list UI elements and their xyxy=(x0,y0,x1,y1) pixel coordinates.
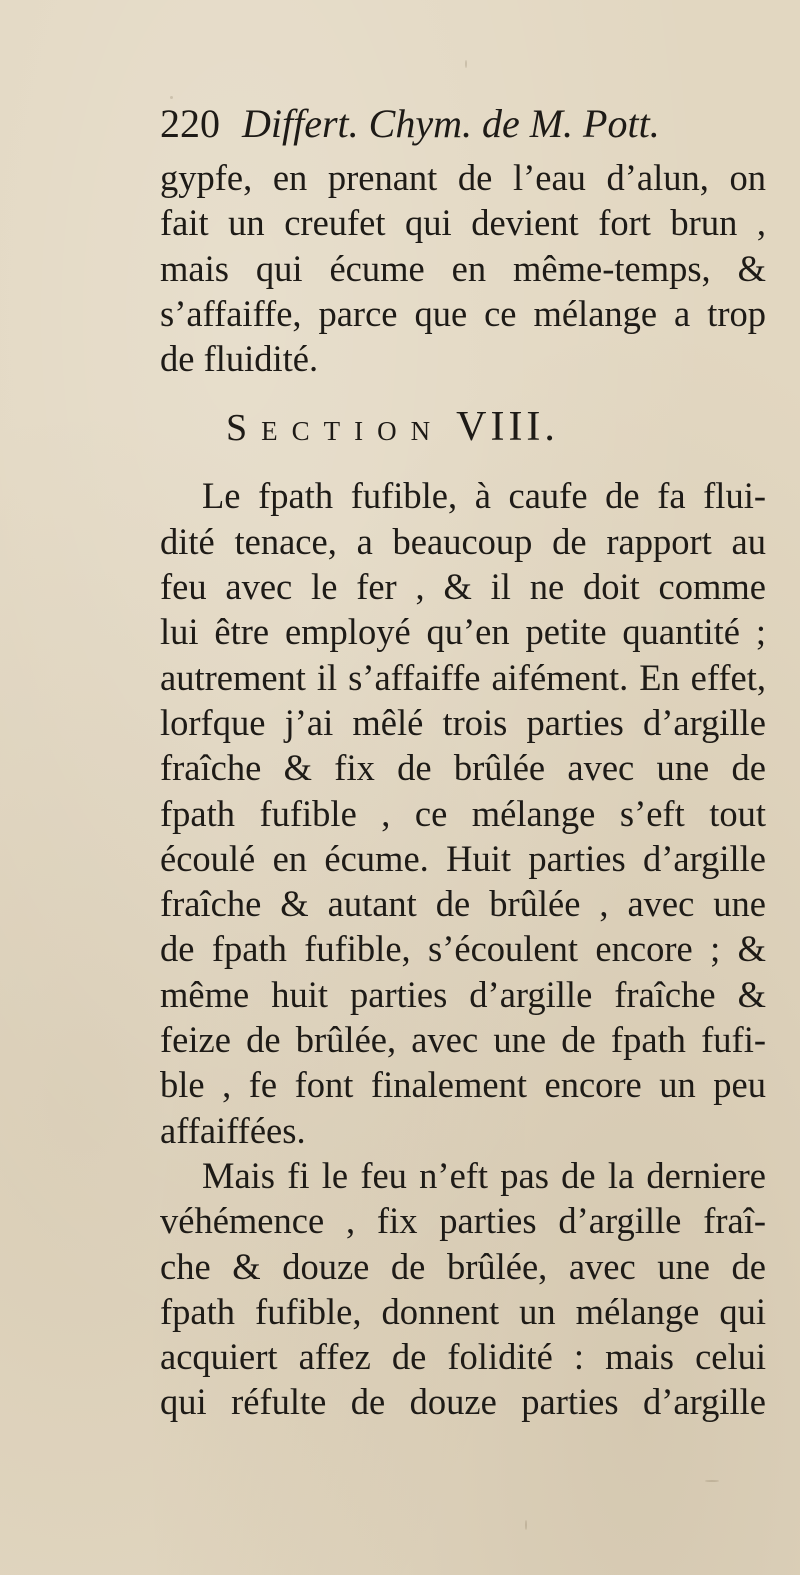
paragraph-3 xyxy=(160,1153,766,1425)
text-line: écoulé en écume. Huit parties d’argille xyxy=(160,837,766,879)
section-heading xyxy=(160,381,766,473)
text-line: qui réfulte de douze parties d’argille xyxy=(160,1381,766,1423)
text-line: fraîche & fix de brûlée avec une de xyxy=(160,747,766,789)
text-line: fpath fufible , ce mélange s’eft tout xyxy=(160,792,766,834)
text-line: acquiert affez de folidité : mais celui xyxy=(160,1336,766,1378)
text-line: mais qui écume en même-temps, & xyxy=(160,247,766,289)
text-line: feize de brûlée, avec une de fpath fufi- xyxy=(160,1019,766,1061)
text-line: fpath fufible, donnent un mélange qui xyxy=(160,1290,766,1332)
paper-blemish xyxy=(525,1520,527,1530)
text-line: lorfque j’ai mêlé trois parties d’argille xyxy=(160,701,766,743)
text-line: ble , fe font finalement encore un peu xyxy=(160,1064,766,1106)
text-line: gypfe, en prenant de l’eau d’alun, on xyxy=(160,157,766,198)
running-title: Differt. Chym. de M. Pott. xyxy=(242,101,660,146)
section-number: VIII. xyxy=(456,404,559,451)
section-label: Section xyxy=(226,407,445,450)
text-line: fait un creufet qui devient fort brun , xyxy=(160,202,766,244)
text-line: de fpath fufible, s’écoulent encore ; & xyxy=(160,928,766,970)
paper-blemish xyxy=(465,60,467,68)
paper-blemish xyxy=(170,96,173,99)
text-line: affaiffées. xyxy=(160,1109,306,1151)
text-line: lui être employé qu’en petite quantité ; xyxy=(160,611,766,653)
body-text xyxy=(160,155,766,1425)
text-line: véhémence , fix parties d’argille fraî- xyxy=(160,1200,766,1242)
text-line: autrement il s’affaiffe aifément. En effet, xyxy=(160,656,766,698)
text-line: même huit parties d’argille fraîche & xyxy=(160,973,766,1015)
text-line: dité tenace, a beaucoup de rapport au xyxy=(160,520,766,562)
paragraph-2 xyxy=(160,473,766,1152)
text-line: Le fpath fufible, à caufe de fa flui- xyxy=(202,475,766,517)
text-line: s’affaiffe, parce que ce mélange a trop xyxy=(160,292,766,334)
text-line: che & douze de brûlée, avec une de xyxy=(160,1245,766,1287)
text-line: Mais fi le feu n’eft pas de la derniere xyxy=(202,1154,766,1196)
page-header xyxy=(160,100,660,148)
page-number: 220 xyxy=(160,101,220,146)
text-line: feu avec le fer , & il ne doit comme xyxy=(160,566,766,608)
paragraph-1 xyxy=(160,155,766,381)
text-line: de fluidité. xyxy=(160,338,319,380)
text-line: fraîche & autant de brûlée , avec une xyxy=(160,883,766,925)
paper-blemish xyxy=(705,1480,719,1482)
